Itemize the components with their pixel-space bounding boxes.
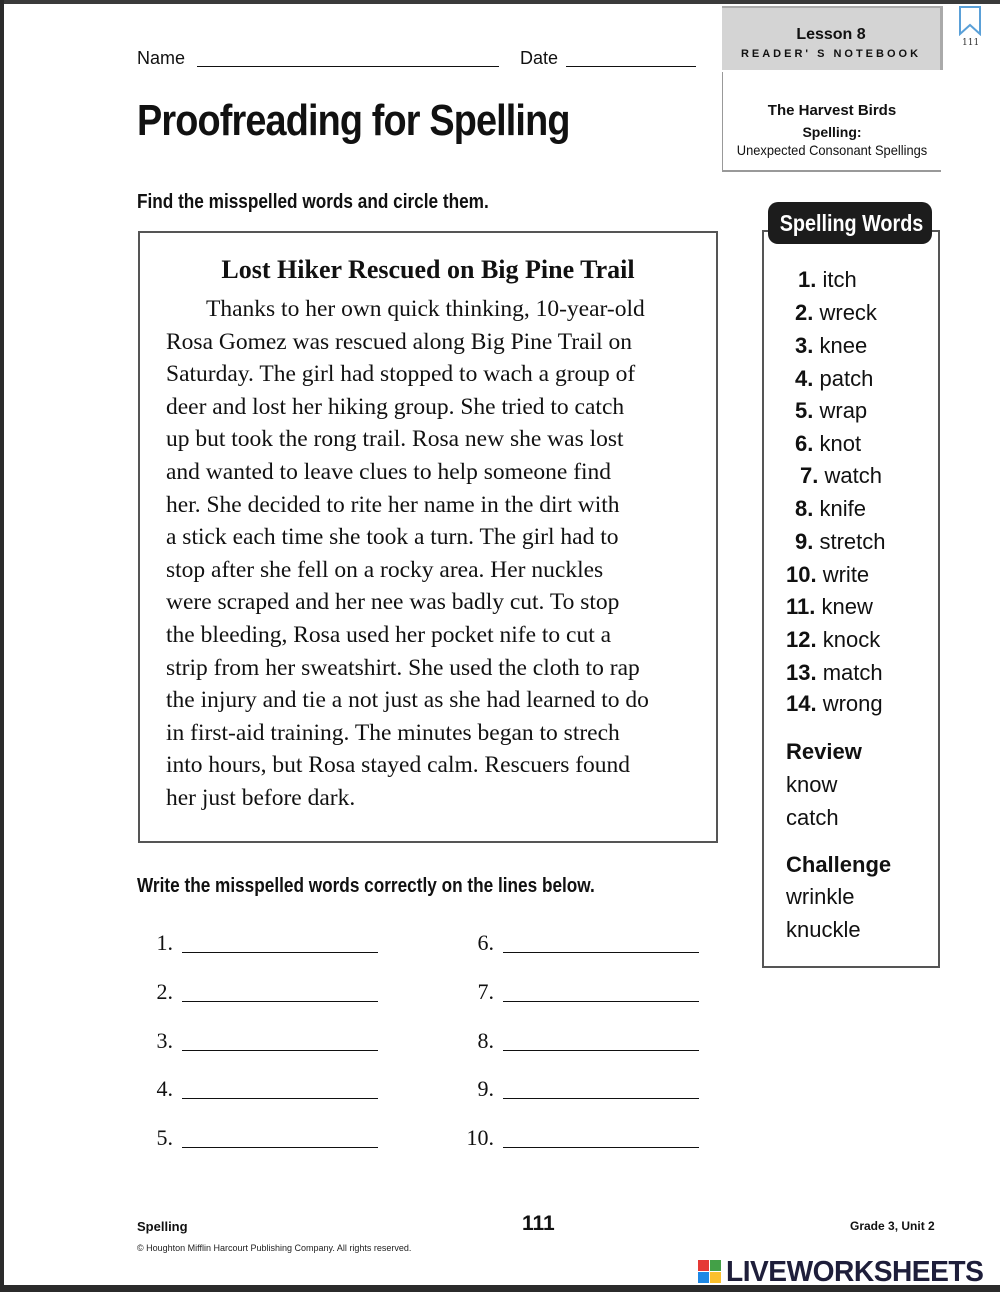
passage-line[interactable]: her. She decided to rite her name in the dirt with xyxy=(166,491,620,518)
lesson-box xyxy=(722,6,943,70)
liveworksheets-text: LIVEWORKSHEETS xyxy=(726,1256,984,1288)
passage-line[interactable]: deer and lost her hiking group. She tried to catch xyxy=(166,393,625,420)
answer-number: 7. xyxy=(477,979,494,1004)
spelling-word: 4. patch xyxy=(795,366,874,391)
review-word: catch xyxy=(786,805,839,830)
spelling-word: 12. knock xyxy=(786,627,881,652)
bookmark-icon[interactable] xyxy=(958,6,982,36)
name-field[interactable] xyxy=(197,66,499,67)
passage-line[interactable]: a stick each time she took a turn. The girl had to xyxy=(166,524,619,551)
review-heading: Review xyxy=(786,739,862,764)
spelling-word: 6. knot xyxy=(795,431,862,456)
spelling-word: 10. write xyxy=(786,562,870,587)
answer-number: 1. xyxy=(156,930,173,955)
review-word: know xyxy=(786,772,838,797)
passage-line[interactable]: stop after she fell on a rocky area. Her nuckles xyxy=(166,556,604,583)
answer-number: 2. xyxy=(156,979,173,1004)
passage-line[interactable]: up but took the rong trail. Rosa new she was lost xyxy=(166,426,624,453)
footer-subject: Spelling xyxy=(137,1219,188,1234)
spelling-word: 14. wrong xyxy=(786,691,883,716)
readers-notebook-label: READER' S NOTEBOOK xyxy=(740,48,922,60)
spelling-word: 11. knew xyxy=(786,594,873,619)
passage-text xyxy=(166,293,716,815)
spelling-words-header: Spelling Words xyxy=(768,202,932,244)
spelling-word: 8. knife xyxy=(795,496,866,521)
thumbnail-page-number: 111 xyxy=(962,38,980,48)
answer-number: 9. xyxy=(477,1076,494,1101)
answer-number: 10. xyxy=(466,1125,494,1150)
story-title: The Harvest Birds xyxy=(767,102,897,119)
passage-line[interactable]: were scraped and her nee was badly cut. To stop xyxy=(166,589,620,616)
skill-subtitle: Unexpected Consonant Spellings xyxy=(736,142,928,158)
passage-line[interactable]: into hours, but Rosa stayed calm. Rescuers found xyxy=(166,752,631,779)
skill-label: Spelling: xyxy=(802,124,862,140)
date-label: Date xyxy=(520,48,559,68)
left-edge xyxy=(0,0,4,1292)
lesson-title: Lesson 8 xyxy=(796,26,866,43)
challenge-heading: Challenge xyxy=(786,852,892,877)
name-label: Name xyxy=(137,48,186,68)
passage-line[interactable]: Saturday. The girl had stopped to wach a group of xyxy=(166,361,636,388)
passage-line[interactable]: Rosa Gomez was rescued along Big Pine Trail on xyxy=(166,328,633,355)
date-field[interactable] xyxy=(566,66,696,67)
passage-line[interactable]: Thanks to her own quick thinking, 10-year-old xyxy=(206,296,645,322)
passage-line[interactable]: strip from her sweatshirt. She used the cloth to rap xyxy=(166,654,640,681)
spelling-word: 3. knee xyxy=(795,333,868,358)
answer-number: 3. xyxy=(156,1028,173,1053)
answer-number: 5. xyxy=(156,1125,173,1150)
write-instruction: Write the misspelled words correctly on the lines below. xyxy=(137,875,595,897)
answer-number: 6. xyxy=(477,930,494,955)
spelling-word: 9. stretch xyxy=(795,529,886,554)
answer-number: 8. xyxy=(477,1028,494,1053)
passage-title: Lost Hiker Rescued on Big Pine Trail xyxy=(221,255,635,284)
challenge-word: wrinkle xyxy=(786,884,855,909)
passage-line[interactable]: in first-aid training. The minutes began to strech xyxy=(166,719,620,746)
footer-grade: Grade 3, Unit 2 xyxy=(850,1219,935,1233)
passage-line[interactable]: her just before dark. xyxy=(166,784,356,811)
passage-line[interactable]: the injury and tie a not just as she had learned to do xyxy=(166,687,649,714)
page-number: 111 xyxy=(522,1212,555,1235)
page-title: Proofreading for Spelling xyxy=(137,96,570,145)
find-instruction: Find the misspelled words and circle them. xyxy=(137,191,489,213)
spelling-word: 5. wrap xyxy=(795,398,868,423)
spelling-word: 2. wreck xyxy=(795,300,877,325)
copyright: © Houghton Mifflin Harcourt Publishing Company. All rights reserved. xyxy=(137,1243,412,1253)
challenge-word: knuckle xyxy=(786,917,861,942)
liveworksheets-blocks-icon xyxy=(698,1260,724,1284)
passage-line[interactable]: the bleeding, Rosa used her pocket nife to cut a xyxy=(166,621,612,648)
top-edge xyxy=(0,0,1000,4)
answer-number: 4. xyxy=(156,1076,173,1101)
spelling-word: 1. itch xyxy=(798,267,857,292)
passage-line[interactable]: and wanted to leave clues to help someone find xyxy=(166,458,612,485)
story-info-box xyxy=(722,72,941,172)
spelling-word: 7. watch xyxy=(800,463,882,488)
spelling-word: 13. match xyxy=(786,660,883,685)
passage-box xyxy=(138,231,718,843)
